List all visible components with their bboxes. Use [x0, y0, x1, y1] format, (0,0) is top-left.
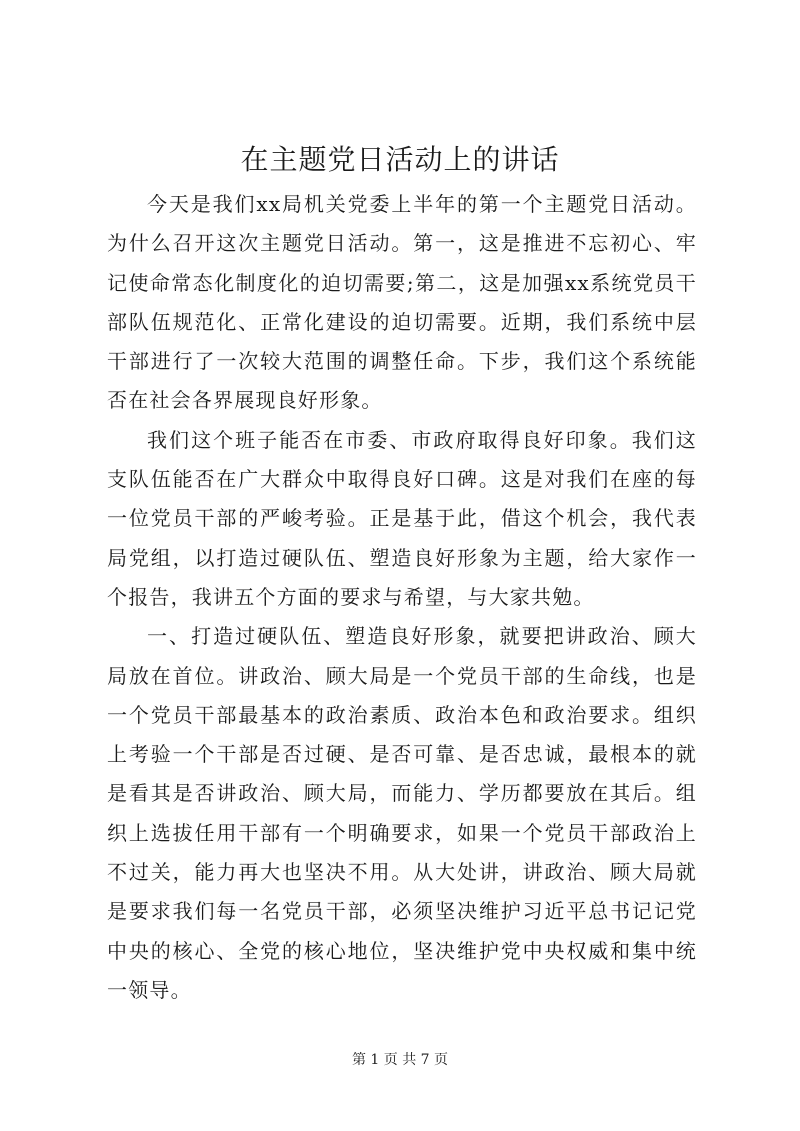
- paragraph-1: 今天是我们xx局机关党委上半年的第一个主题党日活动。为什么召开这次主题党日活动。第一，这是推进不忘初心、牢记使命常态化制度化的迫切需要;第二，这是加强xx系统党员干部队伍规范化、正常化建设的迫切需要。近期，我们系统中层干部进行了一次较大范围的调整任命。下步，我们这个系统能否在社会各界展现良好形象。: [107, 192, 697, 413]
- page-footer: [0, 1050, 800, 1070]
- paragraph-2: 我们这个班子能否在市委、市政府取得良好印象。我们这支队伍能否在广大群众中取得良好口碑。这是对我们在座的每一位党员干部的严峻考验。正是基于此，借这个机会，我代表局党组，以打造过硬队伍、塑造良好形象为主题，给大家作一个报告，我讲五个方面的要求与希望，与大家共勉。: [107, 427, 697, 609]
- document-body: [107, 185, 697, 1010]
- document-title: 在主题党日活动上的讲话: [240, 143, 560, 176]
- page-indicator: 第 1 页 共 7 页: [351, 1052, 449, 1068]
- paragraph-3: 一、打造过硬队伍、塑造良好形象，就要把讲政治、顾大局放在首位。讲政治、顾大局是一个党员干部的生命线，也是一个党员干部最基本的政治素质、政治本色和政治要求。组织上考验一个干部是否过硬、是否可靠、是否忠诚，最根本的就是看其是否讲政治、顾大局，而能力、学历都要放在其后。组织上选拔任用干部有一个明确要求，如果一个党员干部政治上不过关，能力再大也坚决不用。从大处讲，讲政治、顾大局就是要求我们每一名党员干部，必须坚决维护习近平总书记记党中央的核心、全党的核心地位，坚决维护党中央权威和集中统一领导。: [107, 624, 697, 1002]
